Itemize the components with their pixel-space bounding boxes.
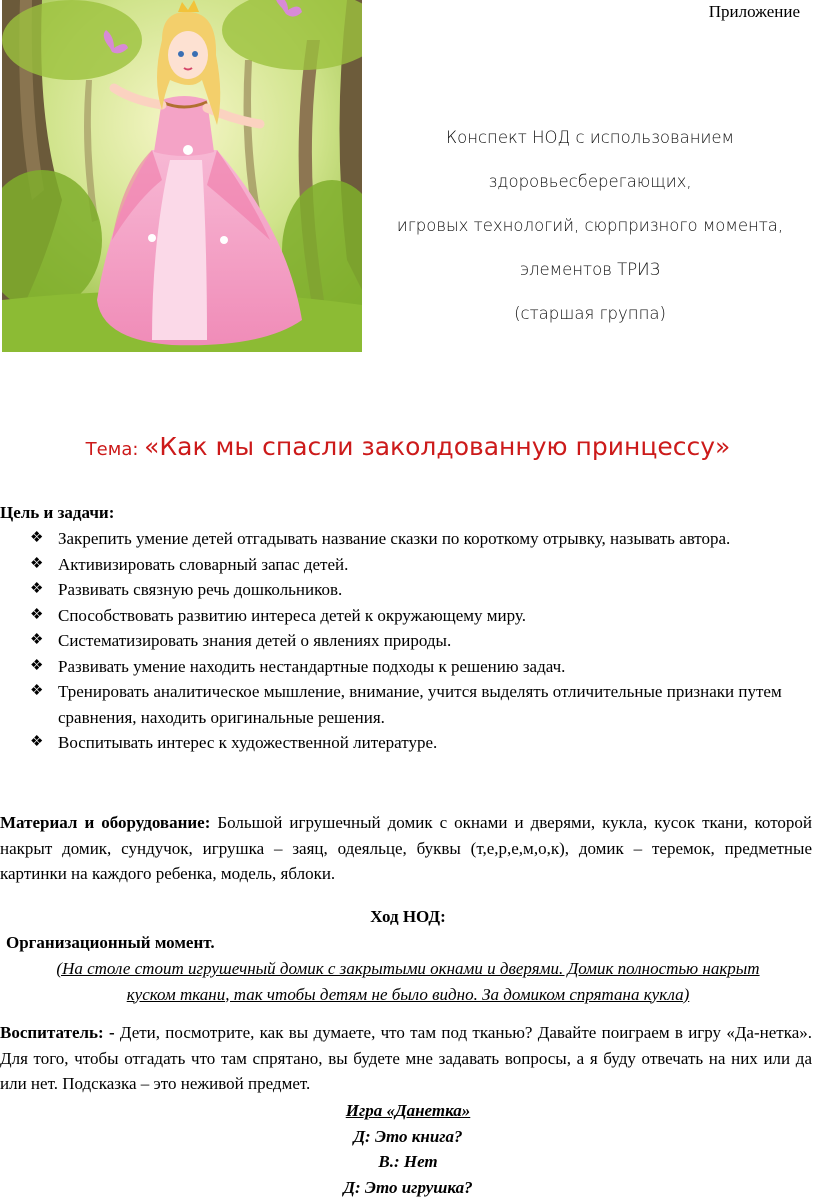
subtitle-line: (старшая группа): [514, 304, 666, 323]
diamond-bullet-icon: ❖: [30, 530, 44, 546]
diamond-bullet-icon: ❖: [30, 734, 44, 750]
org-moment-heading: Организационный момент.: [6, 933, 215, 952]
teacher-label: Воспитатель: -: [0, 1023, 115, 1042]
list-item: ❖ Развивать умение находить нестандартные подходы к решению задач.: [30, 654, 800, 680]
teacher-text: Дети, посмотрите, как вы думаете, что там под тканью? Давайте поиграем в игру «Да-нетка». Для того, чтобы отгадать что там спрятано, вы будете мне задавать вопросы, а я буду отвечать на них или да или нет. Подсказка – это неживой предмет.: [0, 1023, 812, 1093]
diamond-bullet-icon: ❖: [30, 581, 44, 597]
game-block: [0, 1098, 816, 1200]
subtitle-line: здоровьесберегающих,: [488, 172, 692, 191]
game-title: Игра «Данетка»: [345, 1101, 471, 1120]
goals-heading: Цель и задачи:: [0, 503, 115, 522]
list-item: ❖ Тренировать аналитическое мышление, внимание, учится выделять отличительные признаки путем сравнения, находить оригинальные решения.: [30, 679, 800, 730]
stage-note-line: куском ткани, так чтобы детям не было видно. За домиком спрятана кукла): [126, 984, 690, 1004]
dialog-line: Д: Это книга?: [353, 1126, 463, 1146]
dialog-line: В.: Нет: [378, 1152, 438, 1171]
subtitle-line: игровых технологий, сюрпризного момента,: [396, 216, 784, 235]
topic-heading: [0, 432, 816, 461]
topic-label: Тема:: [85, 439, 145, 460]
diamond-bullet-icon: ❖: [30, 657, 44, 674]
topic-name: «Как мы спасли заколдованную принцессу»: [144, 432, 731, 461]
list-item: ❖ Воспитывать интерес к художественной литературе.: [30, 730, 800, 756]
materials-label: Материал и оборудование:: [0, 813, 211, 832]
list-item: ❖ Развивать связную речь дошкольников.: [30, 577, 800, 603]
list-item: ❖ Систематизировать знания детей о явлениях природы.: [30, 628, 800, 654]
stage-note-line: (На столе стоит игрушечный домик с закрытыми окнами и дверями. Домик полностью накрыт: [56, 959, 760, 978]
diamond-bullet-icon: ❖: [30, 683, 44, 699]
teacher-paragraph: [0, 1020, 812, 1097]
list-item: ❖ Закрепить умение детей отгадывать название сказки по короткому отрывку, называть автора.: [30, 526, 800, 552]
diamond-bullet-icon: ❖: [30, 555, 44, 572]
appendix-label: Приложение: [708, 2, 800, 21]
materials-text: Большой игрушечный домик с окнами и дверями, кукла, кусок ткани, которой накрыт домик, сундучок, игрушка – заяц, одеяльце, буквы (т,е,р,е,м,о,к), домик – теремок, предметные картинки на каждого ребенка, модель, яблоки.: [0, 813, 812, 883]
diamond-bullet-icon: ❖: [30, 632, 44, 648]
subtitle-line: элементов ТРИЗ: [519, 260, 661, 279]
diamond-bullet-icon: ❖: [30, 606, 44, 623]
lesson-heading: Ход НОД:: [370, 907, 446, 926]
dialog-line: Д: Это игрушка?: [343, 1177, 473, 1197]
stage-note: [0, 956, 816, 1007]
princess-illustration: [2, 0, 362, 352]
goals-list: [30, 526, 800, 756]
list-item: ❖ Активизировать словарный запас детей.: [30, 552, 800, 578]
materials-paragraph: [0, 810, 812, 887]
list-item: ❖ Способствовать развитию интереса детей к окружающему миру.: [30, 603, 800, 629]
document-subtitle: [372, 118, 808, 338]
subtitle-line: Конспект НОД с использованием: [445, 128, 735, 147]
